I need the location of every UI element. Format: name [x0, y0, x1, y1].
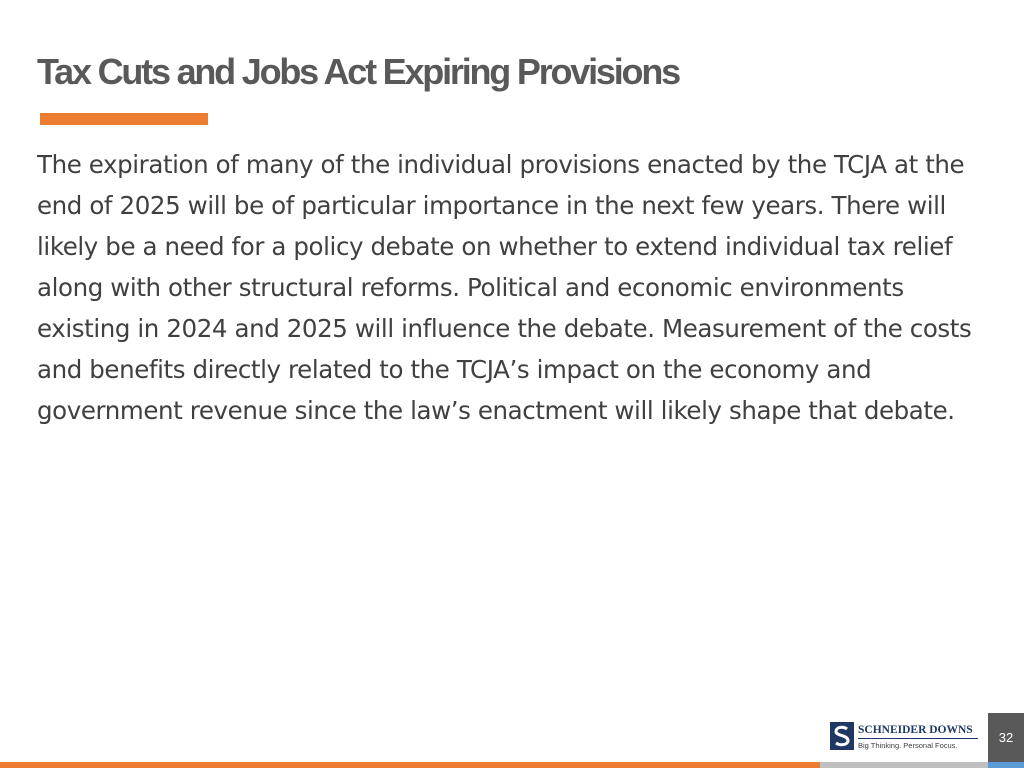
footer-bar-orange — [0, 762, 820, 768]
slide-title: Tax Cuts and Jobs Act Expiring Provisions — [37, 51, 679, 92]
logo-company-name: SCHNEIDER DOWNS — [858, 724, 973, 736]
page-number: 32 — [988, 713, 1024, 762]
title-underline-accent — [40, 113, 208, 125]
schneider-downs-logo-icon — [830, 722, 854, 750]
company-logo — [830, 722, 980, 754]
logo-divider — [858, 738, 978, 739]
logo-tagline: Big Thinking. Personal Focus. — [858, 741, 958, 750]
body-paragraph: The expiration of many of the individual provisions enacted by the TCJA at the end of 2025 will be of particular importance in the next few years. There will likely be a need for a policy debate on whether to extend individual tax relief along with other structural reforms. Political and economic environments existing in 2024 and 2025 will influence the debate. Measurement of the costs and benefits directly related to the TCJA’s impact on the economy and government revenue since the law’s enactment will likely shape that debate. — [37, 150, 972, 425]
footer-bar-blue — [988, 762, 1024, 768]
footer-bar-gray — [820, 762, 988, 768]
